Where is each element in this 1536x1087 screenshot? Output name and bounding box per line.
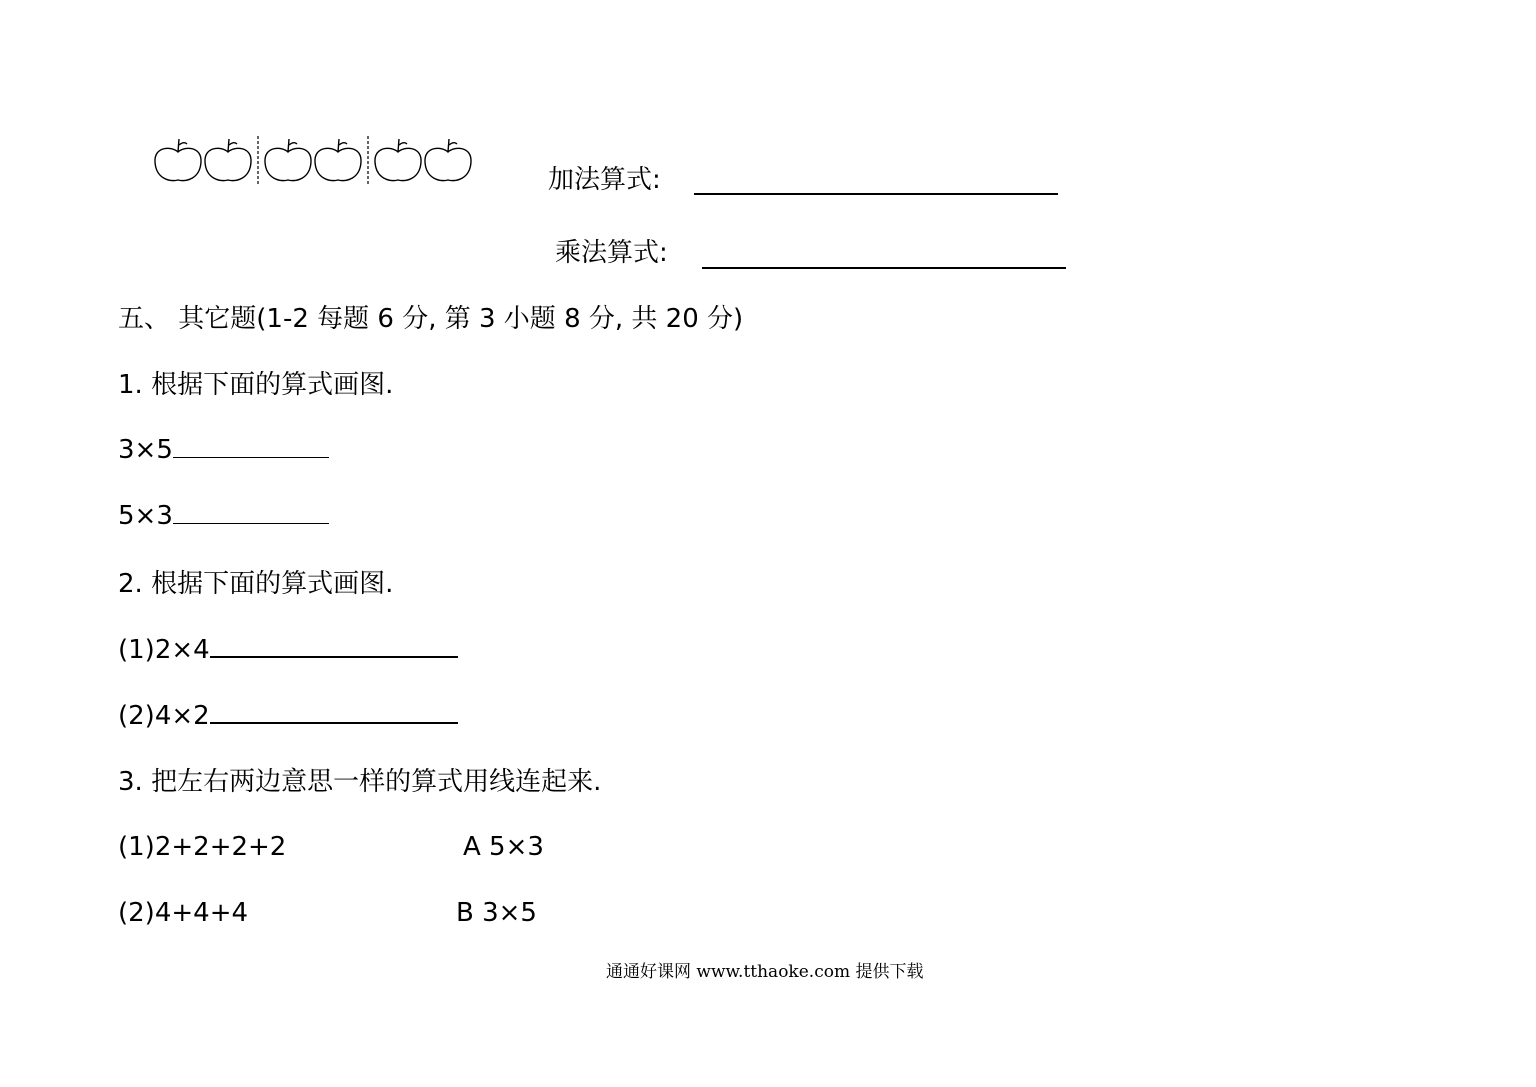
question-3-right-b: B 3×5 (456, 898, 537, 928)
question-2-item-2 (118, 699, 458, 733)
question-3-left-2: (2)4+4+4 (118, 898, 249, 928)
multiplication-expression-row (555, 236, 668, 270)
question-3-left-1: (1)2+2+2+2 (118, 832, 287, 862)
question-2-prompt: 2. 根据下面的算式画图. (118, 569, 394, 599)
multiplication-answer-blank[interactable] (702, 267, 1066, 269)
addition-label: 加法算式: (548, 165, 661, 195)
apple-icon (265, 139, 311, 181)
question-1-prompt: 1. 根据下面的算式画图. (118, 370, 394, 400)
apple-icon (155, 139, 201, 181)
apple-icon (375, 139, 421, 181)
expression: (1)2×4 (118, 635, 210, 665)
apple-icon (425, 139, 471, 181)
footer-credit: 通通好课网 www.tthaoke.com 提供下载 (606, 962, 924, 982)
question-1-item-2 (118, 499, 329, 533)
answer-blank[interactable] (210, 722, 458, 724)
section-heading: 五、 其它题(1-2 每题 6 分, 第 3 小题 8 分, 共 20 分) (118, 304, 744, 334)
expression: 3×5 (118, 435, 173, 465)
apple-icon (315, 139, 361, 181)
question-3-right-a: A 5×3 (463, 832, 544, 862)
expression: (2)4×2 (118, 701, 210, 731)
answer-blank[interactable] (173, 457, 329, 458)
apple-icon (205, 139, 251, 181)
apple-groups-illustration (150, 134, 475, 186)
addition-answer-blank[interactable] (694, 193, 1058, 195)
multiplication-label: 乘法算式: (555, 238, 668, 268)
answer-blank[interactable] (173, 523, 329, 524)
question-2-item-1 (118, 633, 458, 667)
expression: 5×3 (118, 501, 173, 531)
answer-blank[interactable] (210, 656, 458, 658)
addition-expression-row (548, 163, 661, 197)
question-1-item-1 (118, 433, 329, 467)
question-3-prompt: 3. 把左右两边意思一样的算式用线连起来. (118, 767, 602, 797)
